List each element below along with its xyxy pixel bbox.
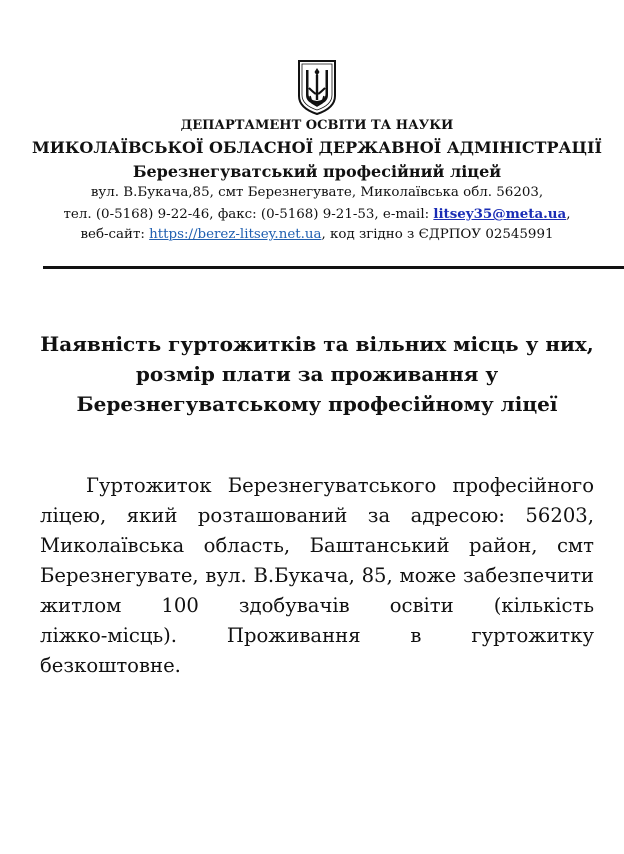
body-text-line: Березнегувате, вул. В.Букача, 85, може забезпечити bbox=[40, 564, 594, 587]
contact-line bbox=[0, 206, 624, 222]
trident-coat-of-arms-icon bbox=[296, 58, 338, 116]
document-title-line: розмір плати за проживання у bbox=[135, 362, 499, 386]
phone-fax-text: тел. (0-5168) 9-22-46, факс: (0-5168) 9-21-53, e-mail: bbox=[63, 207, 434, 222]
document-title-line: Наявність гуртожитків та вільних місць у них, bbox=[40, 332, 594, 356]
edrpou-code-text: , код згідно з ЄДРПОУ 02545991 bbox=[321, 227, 554, 242]
website-line bbox=[0, 227, 624, 242]
address-line: вул. В.Букача,85, смт Березнегувате, Миколаївська обл. 56203, bbox=[90, 185, 544, 200]
body-text-line: Гуртожиток Березнегуватського професійного bbox=[86, 474, 594, 497]
contact-line-suffix: , bbox=[566, 207, 571, 222]
body-text-line: безкоштовне. bbox=[40, 654, 181, 677]
administration-heading: МИКОЛАЇВСЬКОЇ ОБЛАСНОЇ ДЕРЖАВНОЇ АДМІНІСТРАЦІЇ bbox=[32, 138, 602, 157]
body-text-line: ліжко-місць). Проживання в гуртожитку bbox=[40, 624, 594, 647]
website-link[interactable]: https://berez-litsey.net.ua bbox=[149, 227, 322, 242]
email-link[interactable]: litsey35@meta.ua bbox=[433, 206, 567, 222]
body-text-line: житлом 100 здобувачів освіти (кількість bbox=[40, 594, 594, 617]
website-label: веб-сайт: bbox=[80, 227, 150, 242]
body-text-line: ліцею, який розташований за адресою: 56203, bbox=[40, 504, 594, 527]
institution-name: Березнегуватський професійний ліцей bbox=[132, 162, 502, 181]
department-heading: ДЕПАРТАМЕНТ ОСВІТИ ТА НАУКИ bbox=[180, 118, 454, 133]
document-title-line: Березнегуватському професійному ліцеї bbox=[76, 392, 558, 416]
header-divider bbox=[43, 266, 624, 269]
body-text-line: Миколаївська область, Баштанський район, смт bbox=[40, 534, 594, 557]
